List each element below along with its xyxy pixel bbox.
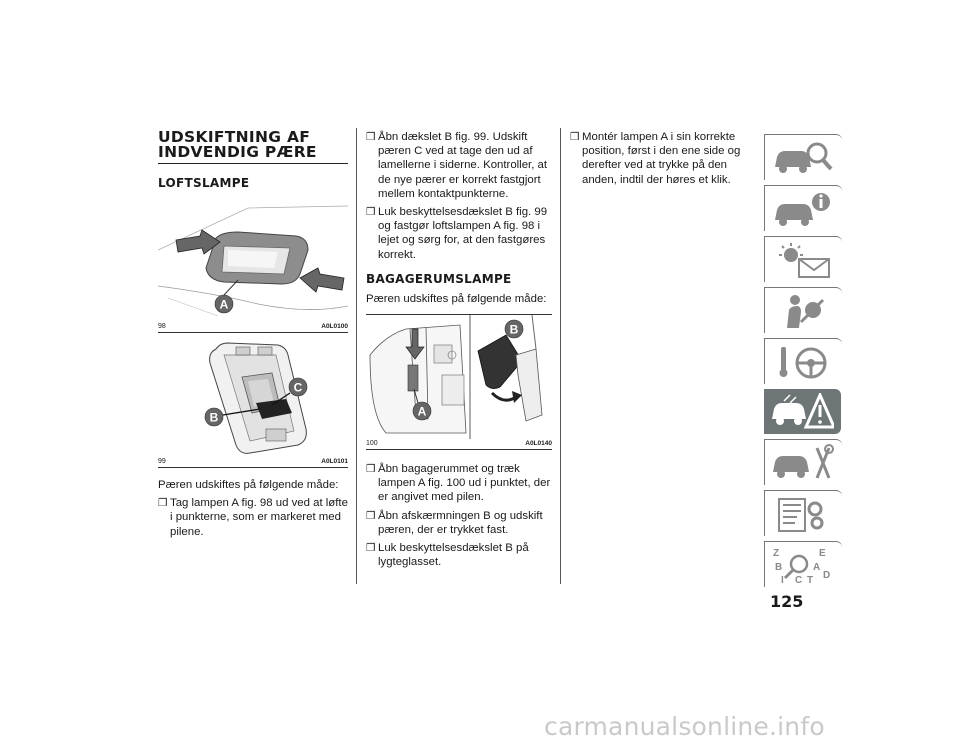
figure-code: A0L0140 xyxy=(525,440,552,448)
list-item xyxy=(366,541,552,569)
intro-text: Pæren udskiftes på følgende måde: xyxy=(366,292,547,305)
index-letter: A xyxy=(813,562,821,573)
figure-99-label-c: C xyxy=(293,380,303,395)
chapter-tab-technical-data[interactable] xyxy=(764,490,842,536)
list-item-text: Åbn dækslet B fig. 99. Udskift pæren C ved at tage den ud af lamellerne i siderne. Kontroller, at de nye pærer er korrekt fastgjort mellem kontaktpunkterne. xyxy=(378,131,548,200)
figure-99 xyxy=(158,333,348,468)
figure-number: 98 xyxy=(158,323,166,330)
index-letter: E xyxy=(819,548,826,559)
list-item-text: Luk beskyttelsesdækslet B fig. 99 og fastgør loftslampen A fig. 98 i lejet og sørg for, at den fastgøres korrekt. xyxy=(378,206,548,261)
column-divider xyxy=(356,128,357,584)
figure-code: A0L0100 xyxy=(321,323,348,330)
figure-100-label-b: B xyxy=(509,322,519,337)
figure-98-label-a: A xyxy=(219,297,229,312)
figure-100-illustration xyxy=(366,315,552,439)
column-2 xyxy=(366,130,552,573)
bullet-mark: ❒ xyxy=(366,206,376,219)
figure-number: 99 xyxy=(158,458,166,465)
index-letter: C xyxy=(795,575,803,584)
chapter-tab-getting-to-know-car[interactable] xyxy=(764,134,842,180)
figure-100-caption xyxy=(366,439,552,449)
column-divider xyxy=(560,128,561,584)
figure-99-label-b: B xyxy=(209,410,219,425)
bullet-mark: ❒ xyxy=(366,509,376,522)
figure-99-illustration xyxy=(158,333,348,457)
person-airbag-icon xyxy=(771,292,835,330)
list-item-text: Åbn bagagerummet og træk lampen A fig. 100 ud i punktet, der er angivet med pilen. xyxy=(378,463,551,504)
chapter-tab-index[interactable] xyxy=(764,541,842,587)
index-letter: D xyxy=(823,570,831,581)
column-1 xyxy=(158,130,348,543)
subsection-title-loftslampe: LOFTSLAMPE xyxy=(158,176,250,190)
bullet-mark: ❒ xyxy=(366,542,376,555)
alphabet-index-icon xyxy=(771,546,835,584)
list-item xyxy=(366,130,552,201)
bullet-mark: ❒ xyxy=(570,131,580,143)
list-item xyxy=(570,130,752,187)
chapter-tab-info[interactable] xyxy=(764,185,842,231)
figure-98-illustration xyxy=(158,198,348,322)
chapter-tab-lights-messages[interactable] xyxy=(764,236,842,282)
list-item xyxy=(366,205,552,262)
list-item xyxy=(366,509,552,537)
column-3 xyxy=(570,130,752,191)
chapter-tab-emergency[interactable] xyxy=(764,389,841,434)
car-warning-icon xyxy=(770,393,834,431)
car-info-icon xyxy=(771,190,835,228)
bullet-mark: ❒ xyxy=(366,131,376,143)
figure-100-label-a: A xyxy=(417,404,427,419)
figure-99-caption xyxy=(158,457,348,467)
chapter-tab-starting-driving[interactable] xyxy=(764,338,842,384)
chapter-sidebar xyxy=(764,134,841,592)
bullet-mark: ❒ xyxy=(366,463,376,476)
intro-text: Pæren udskiftes på følgende måde: xyxy=(158,479,339,491)
bullet-mark: ❒ xyxy=(158,497,168,510)
list-item-text: Åbn afskærmningen B og udskift pæren, der er trykket fast. xyxy=(378,509,543,536)
steering-wheel-icon xyxy=(771,343,835,381)
subsection-title-bagagerumslampe: BAGAGERUMSLAMPE xyxy=(366,271,512,286)
index-letter: I xyxy=(781,575,784,584)
figure-code: A0L0101 xyxy=(321,458,348,465)
list-item xyxy=(158,496,348,539)
index-letter: T xyxy=(807,575,814,584)
car-tools-icon xyxy=(771,444,835,482)
index-letter: B xyxy=(775,562,783,573)
figure-98-caption xyxy=(158,322,348,332)
page-number: 125 xyxy=(770,592,804,611)
figure-100 xyxy=(366,314,552,450)
light-envelope-icon xyxy=(771,241,835,279)
figure-98 xyxy=(158,198,348,333)
car-magnifier-icon xyxy=(771,139,835,177)
chapter-tab-maintenance[interactable] xyxy=(764,439,842,485)
figure-number: 100 xyxy=(366,440,378,448)
watermark: carmanualsonline.info xyxy=(544,712,825,741)
list-item-text: Tag lampen A fig. 98 ud ved at løfte i punkterne, som er markeret med pilene. xyxy=(170,497,348,538)
list-item-text: Luk beskyttelsesdækslet B på lygteglasset. xyxy=(378,542,529,569)
list-item xyxy=(366,462,552,505)
section-title: UDSKIFTNING AF INDVENDIG PÆRE xyxy=(158,130,348,164)
list-item-text: Montér lampen A i sin korrekte position, først i den ene side og derefter ved at trykke på den anden, indtil der høres et klik. xyxy=(582,131,741,186)
chapter-tab-safety[interactable] xyxy=(764,287,842,333)
document-gear-icon xyxy=(771,495,835,533)
index-letter: Z xyxy=(773,548,780,559)
